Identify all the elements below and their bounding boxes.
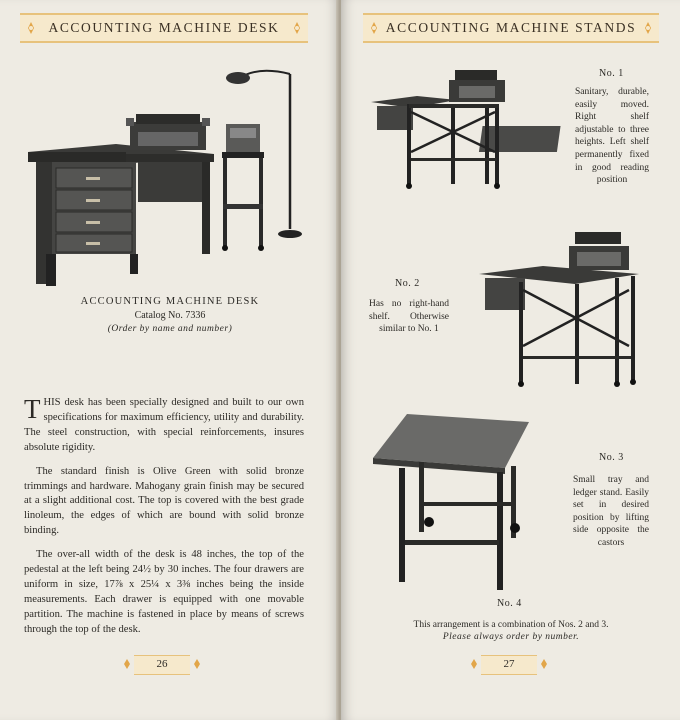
accounting-machine-desk-illustration (26, 64, 306, 294)
desk-caption-title: ACCOUNTING MACHINE DESK (80, 296, 260, 307)
right-header-banner (363, 13, 659, 43)
ornament-icon (290, 21, 304, 35)
left-header-title: ACCOUNTING MACHINE DESK (48, 20, 280, 35)
combination-note: This arrangement is a combination of Nos. 2 and 3. (413, 620, 609, 630)
ornament-icon (122, 659, 132, 669)
paragraph-intro-text: HIS desk has been specially designed and built to our own specifications for maximum efficiency, utility and durability. The steel construction, with special reinforcements, insures absolute rigidity. (24, 397, 304, 453)
ornament-icon (539, 659, 549, 669)
paragraph-finish: The standard finish is Olive Green with solid bronze trimmings and hardware. Mahogany grain finish may be secured at a slight additional cost. The top is covered with the best grade linoleum, the edges of which are bound with solid bronze binding. (24, 465, 304, 537)
stand-no2-label: No. 2 (395, 278, 420, 289)
left-page (0, 0, 339, 720)
stand-no3-description: Small tray and ledger stand. Easily set in desired position by lifting side opposite the castors (573, 475, 649, 548)
page-number-right (481, 655, 537, 675)
stand-no1-description: Sanitary, durable, easily moved. Right shelf adjustable to three heights. Left shelf permanently fixed in good reading position (575, 87, 649, 186)
right-footer-caption (371, 617, 651, 642)
stand-no1-illustration (371, 66, 571, 192)
page-number-left (134, 655, 190, 675)
ornament-icon (367, 21, 381, 35)
desk-description (24, 396, 304, 647)
drop-cap: T (24, 394, 41, 424)
order-instruction: Please always order by number. (442, 632, 580, 642)
page-number-left-text: 26 (156, 658, 168, 670)
stand-no4-illustration (371, 412, 531, 594)
desk-caption (20, 296, 320, 334)
desk-order-note: (Order by name and number) (107, 324, 233, 334)
paragraph-intro (24, 396, 304, 456)
ornament-icon (24, 21, 38, 35)
right-page (341, 0, 680, 720)
paragraph-dimensions: The over-all width of the desk is 48 inches, the top of the pedestal at the left being 24½ by 30 inches. The four drawers are uniform in size, 17⅞ x 25¼ x 3⅜ inches being the inside measurements. Each drawer is equipped with one movable partition. The machine is fastened in place by means of screws through the top of the desk. (24, 549, 304, 635)
stand-no2-description: Has no right-hand shelf. Otherwise similar to No. 1 (369, 299, 449, 335)
ornament-icon (641, 21, 655, 35)
page-number-right-text: 27 (503, 658, 515, 670)
stand-no1-label: No. 1 (599, 68, 624, 79)
left-header-banner (20, 13, 308, 43)
ornament-icon (469, 659, 479, 669)
right-header-title: ACCOUNTING MACHINE STANDS (385, 20, 637, 35)
stand-no3-label: No. 3 (599, 452, 624, 463)
desk-catalog-number: Catalog No. 7336 (134, 310, 206, 321)
stand-no4-label: No. 4 (497, 598, 522, 609)
stand-no2-illustration (479, 228, 649, 394)
ornament-icon (192, 659, 202, 669)
